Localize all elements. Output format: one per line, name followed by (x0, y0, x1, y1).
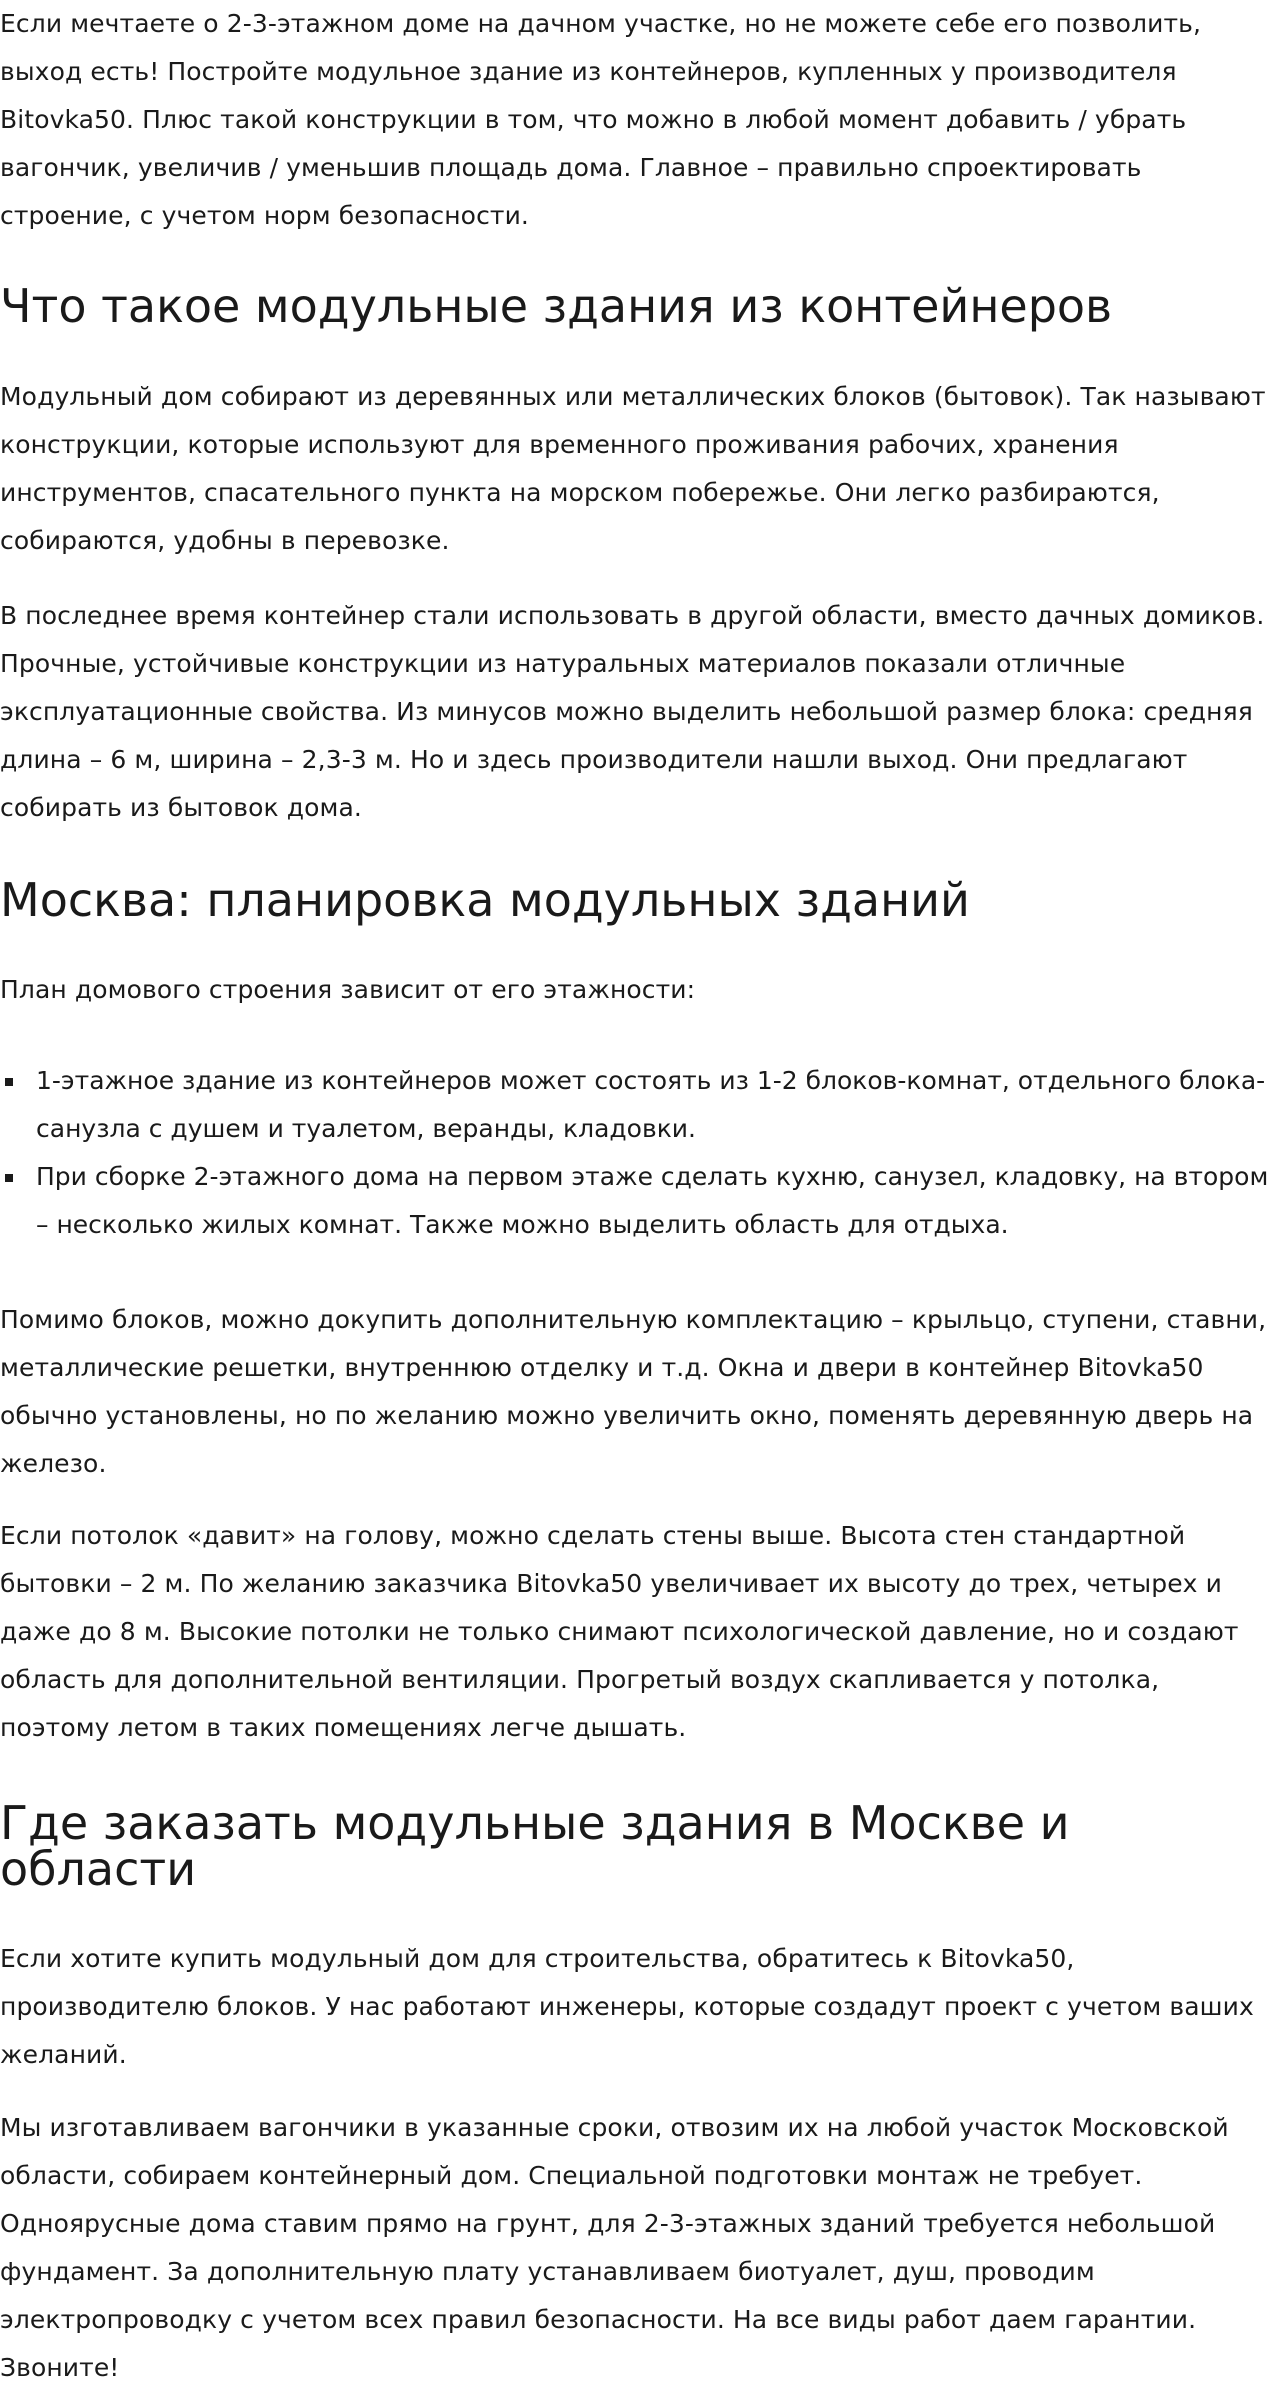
intro-paragraph: Если мечтаете о 2-3-этажном доме на дачном участке, но не можете себе его позволить, выход есть! Постройте модульное здание из контейнеров, купленных у производителя Bitovka50. Плюс такой конструкции в том, что можно в любой момент добавить / убрать вагончик, увеличив / уменьшив площадь дома. Главное – правильно спроектировать строение, с учетом норм безопасности. (0, 9, 1201, 230)
paragraph: Мы изготавливаем вагончики в указанные сроки, отвозим их на любой участок Московской области, собираем контейнерный дом. Специальной подготовки монтаж не требует. Одноярусные дома ставим прямо на грунт, для 2-3-этажных зданий требуется небольшой фундамент. За дополнительную плату устанавливаем биотуалет, душ, проводим электропроводку с учетом всех правил безопасности. На все виды работ даем гарантии. Звоните! (0, 2113, 1229, 2382)
paragraph: План домового строения зависит от его этажности: (0, 975, 696, 1004)
paragraph: Если хотите купить модульный дом для строительства, обратитесь к Bitovka50, производителю блоков. У нас работают инженеры, которые создадут проект с учетом ваших желаний. (0, 1944, 1254, 2069)
section-planning-body-2 (0, 1296, 1270, 1488)
list-item-text: При сборке 2-этажного дома на первом этаже сделать кухню, санузел, кладовку, на втором – несколько жилых комнат. Также можно выделить область для отдыха. (36, 1162, 1269, 1239)
section-planning-intro (0, 966, 1270, 1014)
section-what-is-body-2 (0, 592, 1270, 832)
section-planning-body-3 (0, 1512, 1270, 1752)
section-heading: Москва: планировка модульных зданий (0, 873, 970, 927)
section-planning-list (0, 1057, 1270, 1249)
section-what-is-body (0, 373, 1270, 565)
list-item (0, 1153, 1270, 1249)
paragraph: Помимо блоков, можно докупить дополнительную комплектацию – крыльцо, ступени, ставни, металлические решетки, внутреннюю отделку и т.д. Окна и двери в контейнер Bitovka50 обычно установлены, но по желанию можно увеличить окно, поменять деревянную дверь на железо. (0, 1305, 1267, 1478)
intro-block (0, 0, 1270, 240)
section-heading: Где заказать модульные здания в Москве и области (0, 1796, 1070, 1896)
section-order-heading-block (0, 1796, 1270, 1896)
list-item-text: 1-этажное здание из контейнеров может состоять из 1-2 блоков-комнат, отдельного блока-санузла с душем и туалетом, веранды, кладовки. (36, 1066, 1266, 1143)
section-order-body (0, 1935, 1270, 2079)
section-what-is-heading-block (0, 279, 1270, 333)
bullet-list (0, 1057, 1270, 1249)
section-heading: Что такое модульные здания из контейнеров (0, 279, 1113, 333)
paragraph: Модульный дом собирают из деревянных или металлических блоков (бытовок). Так называют конструкции, которые используют для временного проживания рабочих, хранения инструментов, спасательного пункта на морском побережье. Они легко разбираются, собираются, удобны в перевозке. (0, 382, 1266, 555)
paragraph: В последнее время контейнер стали использовать в другой области, вместо дачных домиков. Прочные, устойчивые конструкции из натуральных материалов показали отличные эксплуатационные свойства. Из минусов можно выделить небольшой размер блока: средняя длина – 6 м, ширина – 2,3-3 м. Но и здесь производители нашли выход. Они предлагают собирать из бытовок дома. (0, 601, 1265, 822)
section-planning-heading-block (0, 873, 1270, 927)
list-item (0, 1057, 1270, 1153)
bullet-marker (5, 1174, 13, 1182)
section-order-body-2 (0, 2104, 1270, 2392)
paragraph: Если потолок «давит» на голову, можно сделать стены выше. Высота стен стандартной бытовки – 2 м. По желанию заказчика Bitovka50 увеличивает их высоту до трех, четырех и даже до 8 м. Высокие потолки не только снимают психологической давление, но и создают область для дополнительной вентиляции. Прогретый воздух скапливается у потолка, поэтому летом в таких помещениях легче дышать. (0, 1521, 1239, 1742)
bullet-marker (5, 1078, 13, 1086)
